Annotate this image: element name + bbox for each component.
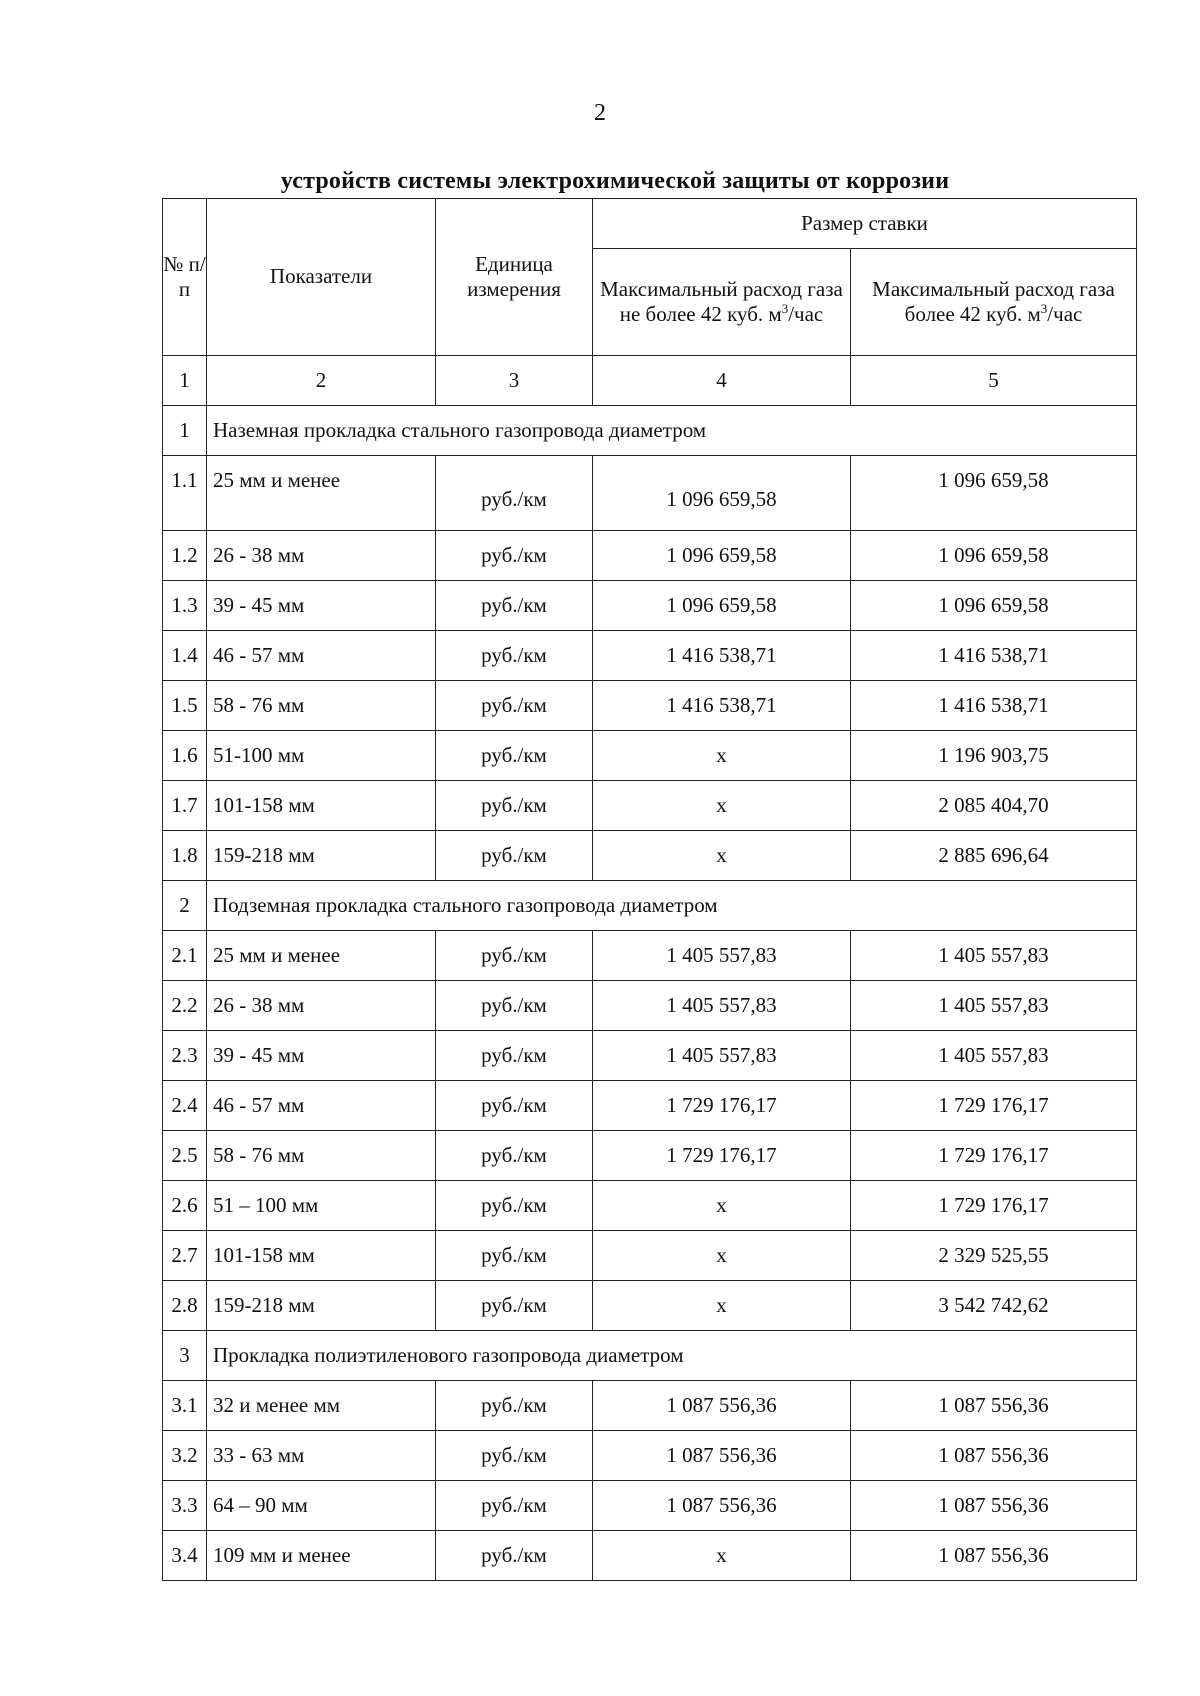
header-rate: Размер ставки: [593, 199, 1137, 249]
header-unit: Единица измерения: [436, 199, 593, 356]
row-number: 1.6: [163, 731, 207, 781]
section-number: 3: [163, 1331, 207, 1381]
table-row: [163, 781, 1137, 831]
table-row: [163, 1081, 1137, 1131]
table-row: [163, 456, 1137, 531]
row-rate-high: 3 542 742,62: [851, 1281, 1137, 1331]
row-rate-low: 1 405 557,83: [593, 981, 851, 1031]
section-title: Прокладка полиэтиленового газопровода диаметром: [207, 1331, 1137, 1381]
row-indicator: 46 - 57 мм: [207, 1081, 436, 1131]
row-unit: руб./км: [436, 931, 593, 981]
tariff-table: [162, 198, 1137, 1581]
header-max-flow-high-unit: /час: [1047, 302, 1083, 326]
row-rate-high: 1 096 659,58: [851, 531, 1137, 581]
section-number: 1: [163, 406, 207, 456]
row-indicator: 64 – 90 мм: [207, 1481, 436, 1531]
row-number: 1.5: [163, 681, 207, 731]
header-max-flow-low: [593, 249, 851, 356]
row-indicator: 25 мм и менее: [207, 456, 436, 531]
table-row: [163, 1531, 1137, 1581]
row-unit: руб./км: [436, 1431, 593, 1481]
table-row: [163, 1131, 1137, 1181]
row-number: 2.4: [163, 1081, 207, 1131]
row-unit: руб./км: [436, 1081, 593, 1131]
row-number: 2.5: [163, 1131, 207, 1181]
row-rate-low: 1 096 659,58: [593, 456, 851, 531]
row-rate-low: 1 729 176,17: [593, 1131, 851, 1181]
row-unit: руб./км: [436, 531, 593, 581]
row-indicator: 26 - 38 мм: [207, 981, 436, 1031]
header-indicators: Показатели: [207, 199, 436, 356]
row-number: 3.2: [163, 1431, 207, 1481]
row-number: 1.2: [163, 531, 207, 581]
row-unit: руб./км: [436, 581, 593, 631]
header-max-flow-high-sup: 3: [1040, 301, 1048, 316]
row-rate-high: 1 405 557,83: [851, 931, 1137, 981]
row-number: 1.7: [163, 781, 207, 831]
row-rate-high: 1 096 659,58: [851, 456, 1137, 531]
header-max-flow-high: [851, 249, 1137, 356]
row-rate-low: 1 405 557,83: [593, 931, 851, 981]
row-rate-low: 1 729 176,17: [593, 1081, 851, 1131]
row-rate-low: х: [593, 831, 851, 881]
row-indicator: 51-100 мм: [207, 731, 436, 781]
row-number: 3.4: [163, 1531, 207, 1581]
table-row: [163, 1231, 1137, 1281]
row-number: 2.7: [163, 1231, 207, 1281]
row-rate-high: 1 729 176,17: [851, 1131, 1137, 1181]
column-index: 4: [593, 356, 851, 406]
row-indicator: 159-218 мм: [207, 1281, 436, 1331]
table-row: [163, 1431, 1137, 1481]
row-number: 1.1: [163, 456, 207, 531]
column-index: 1: [163, 356, 207, 406]
row-rate-high: 1 729 176,17: [851, 1081, 1137, 1131]
row-number: 1.3: [163, 581, 207, 631]
table-row: [163, 1481, 1137, 1531]
table-row: [163, 1281, 1137, 1331]
row-indicator: 32 и менее мм: [207, 1381, 436, 1431]
row-unit: руб./км: [436, 456, 593, 531]
row-indicator: 33 - 63 мм: [207, 1431, 436, 1481]
table-title: устройств системы электрохимической защиты от коррозии: [280, 168, 950, 194]
header-number: № п/п: [163, 199, 207, 356]
row-unit: руб./км: [436, 1531, 593, 1581]
column-index: 2: [207, 356, 436, 406]
table-row: [163, 831, 1137, 881]
row-rate-low: х: [593, 731, 851, 781]
row-indicator: 46 - 57 мм: [207, 631, 436, 681]
row-rate-low: х: [593, 1531, 851, 1581]
row-rate-low: 1 405 557,83: [593, 1031, 851, 1081]
table-row: [163, 581, 1137, 631]
row-rate-low: х: [593, 1181, 851, 1231]
row-rate-high: 1 729 176,17: [851, 1181, 1137, 1231]
row-rate-high: 1 087 556,36: [851, 1431, 1137, 1481]
table-row: [163, 681, 1137, 731]
row-number: 1.4: [163, 631, 207, 681]
row-rate-low: х: [593, 781, 851, 831]
row-rate-high: 2 885 696,64: [851, 831, 1137, 881]
row-rate-high: 1 096 659,58: [851, 581, 1137, 631]
row-number: 2.1: [163, 931, 207, 981]
row-rate-low: 1 087 556,36: [593, 1481, 851, 1531]
row-unit: руб./км: [436, 781, 593, 831]
row-number: 2.3: [163, 1031, 207, 1081]
table-row: [163, 931, 1137, 981]
section-number: 2: [163, 881, 207, 931]
row-number: 2.2: [163, 981, 207, 1031]
row-indicator: 51 – 100 мм: [207, 1181, 436, 1231]
row-number: 2.6: [163, 1181, 207, 1231]
row-unit: руб./км: [436, 1181, 593, 1231]
row-number: 1.8: [163, 831, 207, 881]
row-rate-low: 1 096 659,58: [593, 531, 851, 581]
row-unit: руб./км: [436, 731, 593, 781]
row-indicator: 58 - 76 мм: [207, 1131, 436, 1181]
header-max-flow-high-text: Максимальный расход газа более 42 куб. м: [872, 276, 1115, 326]
row-number: 2.8: [163, 1281, 207, 1331]
header-max-flow-low-sup: 3: [781, 301, 789, 316]
table-row: [163, 1381, 1137, 1431]
row-rate-low: 1 087 556,36: [593, 1381, 851, 1431]
section-row: [163, 406, 1137, 456]
table-row: [163, 1181, 1137, 1231]
row-indicator: 25 мм и менее: [207, 931, 436, 981]
row-rate-high: 2 329 525,55: [851, 1231, 1137, 1281]
row-rate-high: 1 416 538,71: [851, 631, 1137, 681]
row-rate-low: х: [593, 1281, 851, 1331]
row-indicator: 58 - 76 мм: [207, 681, 436, 731]
row-unit: руб./км: [436, 1031, 593, 1081]
row-number: 3.3: [163, 1481, 207, 1531]
row-rate-high: 1 405 557,83: [851, 1031, 1137, 1081]
row-unit: руб./км: [436, 831, 593, 881]
column-index-row: [163, 356, 1137, 406]
table-row: [163, 631, 1137, 681]
row-indicator: 39 - 45 мм: [207, 1031, 436, 1081]
row-rate-low: 1 416 538,71: [593, 631, 851, 681]
row-rate-high: 1 416 538,71: [851, 681, 1137, 731]
row-unit: руб./км: [436, 981, 593, 1031]
row-unit: руб./км: [436, 1281, 593, 1331]
row-unit: руб./км: [436, 681, 593, 731]
column-index: 3: [436, 356, 593, 406]
row-indicator: 159-218 мм: [207, 831, 436, 881]
table-row: [163, 531, 1137, 581]
table-row: [163, 981, 1137, 1031]
row-unit: руб./км: [436, 1131, 593, 1181]
table-row: [163, 731, 1137, 781]
row-rate-high: 1 087 556,36: [851, 1481, 1137, 1531]
header-max-flow-low-text: Максимальный расход газа не более 42 куб. м: [600, 276, 843, 326]
row-unit: руб./км: [436, 631, 593, 681]
row-indicator: 109 мм и менее: [207, 1531, 436, 1581]
row-unit: руб./км: [436, 1381, 593, 1431]
table-body: [163, 406, 1137, 1581]
page-number: 2: [594, 100, 606, 126]
row-unit: руб./км: [436, 1481, 593, 1531]
row-rate-high: 1 087 556,36: [851, 1381, 1137, 1431]
row-rate-low: 1 087 556,36: [593, 1431, 851, 1481]
row-rate-low: 1 416 538,71: [593, 681, 851, 731]
row-rate-high: 1 087 556,36: [851, 1531, 1137, 1581]
row-indicator: 39 - 45 мм: [207, 581, 436, 631]
row-rate-high: 1 196 903,75: [851, 731, 1137, 781]
row-unit: руб./км: [436, 1231, 593, 1281]
section-title: Наземная прокладка стального газопровода диаметром: [207, 406, 1137, 456]
column-index: 5: [851, 356, 1137, 406]
header-max-flow-low-unit: /час: [788, 302, 824, 326]
table-row: [163, 1031, 1137, 1081]
row-rate-high: 1 405 557,83: [851, 981, 1137, 1031]
row-rate-low: 1 096 659,58: [593, 581, 851, 631]
section-row: [163, 881, 1137, 931]
section-row: [163, 1331, 1137, 1381]
row-number: 3.1: [163, 1381, 207, 1431]
row-indicator: 26 - 38 мм: [207, 531, 436, 581]
row-indicator: 101-158 мм: [207, 781, 436, 831]
row-indicator: 101-158 мм: [207, 1231, 436, 1281]
row-rate-low: х: [593, 1231, 851, 1281]
row-rate-high: 2 085 404,70: [851, 781, 1137, 831]
section-title: Подземная прокладка стального газопровода диаметром: [207, 881, 1137, 931]
